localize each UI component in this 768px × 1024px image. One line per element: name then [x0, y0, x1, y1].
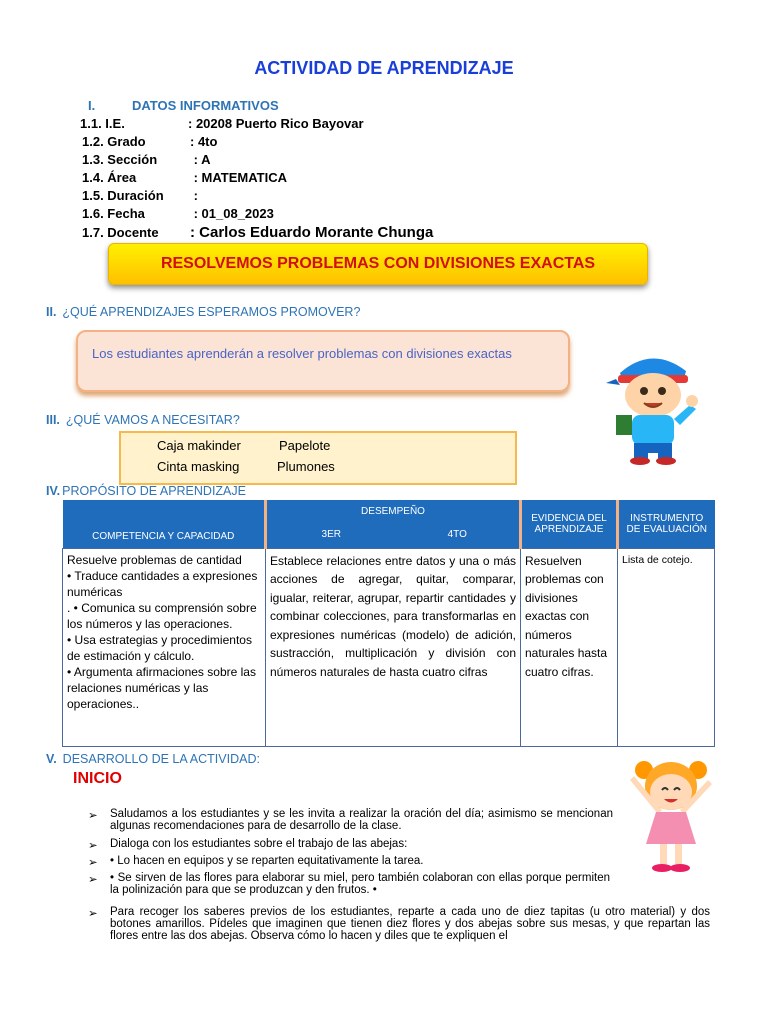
section-2-heading: II. ¿QUÉ APRENDIZAJES ESPERAMOS PROMOVER? [46, 305, 361, 319]
info-row-duracion: 1.5. Duración : [82, 188, 198, 203]
info-row-fecha: 1.6. Fecha : 01_08_2023 [82, 206, 274, 221]
arrow-bullet-icon: ➢ [88, 840, 98, 852]
learning-box [76, 330, 570, 392]
arrow-bullet-icon: ➢ [88, 810, 98, 822]
page-title: ACTIVIDAD DE APRENDIZAJE [254, 58, 514, 78]
evidencia-cell: Resuelven problemas con divisiones exactas con números naturales hasta cuatro cifras. [521, 548, 618, 746]
arrow-bullet-icon: ➢ [88, 874, 98, 886]
section-3-heading: III. ¿QUÉ VAMOS A NECESITAR? [46, 413, 240, 427]
datos-heading: I. DATOS INFORMATIVOS [88, 98, 279, 113]
list-item: ➢ Dialoga con los estudiantes sobre el trabajo de las abejas: [88, 838, 408, 852]
info-row-seccion: 1.3. Sección : A [82, 152, 211, 167]
section-5-heading: V. DESARROLLO DE LA ACTIVIDAD: [46, 752, 260, 766]
header-instrumento: INSTRUMENTO DE EVALUACIÓN [618, 500, 715, 548]
desempeno-cell: Establece relaciones entre datos y una o más acciones de agregar, quitar, comparar, igualar, reiterar, agrupar, repartir cantidades y combinar colecciones, para transformarlas en expresiones numéricas (modelo) de adición, sustracción, multiplicación y división con números naturales de hasta cuatro cifras [266, 548, 521, 746]
competencia-cell: Resuelve problemas de cantidad • Traduce cantidades a expresiones numéricas . • Comunica su comprensión sobre los números y las operaciones. • Usa estrategias y procedimientos de estimación y cálculo. • Argumenta afirmaciones sobre las relaciones numéricas y las operaciones.. [63, 548, 266, 746]
arrow-bullet-icon: ➢ [88, 857, 98, 869]
header-grade-3: 3ER [266, 522, 396, 548]
info-row-area: 1.4. Área : MATEMATICA [82, 170, 287, 185]
section-4-heading: IV. PROPÓSITO DE APRENDIZAJE [46, 484, 246, 498]
list-item: ➢ • Lo hacen en equipos y se reparten equitativamente la tarea. [88, 855, 424, 869]
boy-student-illustration [606, 343, 700, 465]
list-item: ➢ • Se sirven de las flores para elaborar su miel, pero también colaboran con ellas porque permiten la polinización para que se produzcan y den frutos. • [88, 872, 610, 896]
materials-box [119, 431, 517, 485]
info-row-grado: 1.2. Grado : 4to [82, 134, 218, 149]
learning-text: Los estudiantes aprenderán a resolver problemas con divisiones exactas [92, 346, 512, 361]
material-item: Plumones [277, 459, 335, 474]
header-evidencia: EVIDENCIA DEL APRENDIZAJE [521, 500, 618, 548]
material-item: Papelote [279, 438, 331, 453]
header-grade-4: 4TO [396, 522, 521, 548]
material-item: Cinta masking [157, 459, 240, 474]
list-item: ➢ Saludamos a los estudiantes y se les invita a realizar la oración del día; asimismo se mencionan algunas recomendaciones para de desarrollo de la clase. [88, 808, 613, 832]
header-competencia: COMPETENCIA Y CAPACIDAD [63, 500, 266, 548]
material-item: Caja makinder [157, 438, 241, 453]
instrumento-cell: Lista de cotejo. [618, 548, 715, 746]
list-item: ➢ Para recoger los saberes previos de los estudiantes, reparte a cada uno de diez tapitas (u otro material) y dos botones amarillos. Pídeles que imaginen que tienen diez flores y dos abejas sobre sus mesas, y que repartan las flores entre las dos abejas. Observa cómo lo hacen y diles que te expliquen el [88, 906, 710, 942]
activity-banner: RESOLVEMOS PROBLEMAS CON DIVISIONES EXACTAS [108, 243, 648, 285]
header-desempeno: DESEMPEÑO [266, 500, 521, 522]
info-row-ie: 1.1. I.E. : 20208 Puerto Rico Bayovar [80, 116, 364, 131]
info-row-docente: 1.7. Docente : Carlos Eduardo Morante Chunga [82, 224, 434, 241]
arrow-bullet-icon: ➢ [88, 908, 98, 920]
inicio-heading: INICIO [73, 770, 122, 787]
purpose-table [62, 500, 715, 747]
